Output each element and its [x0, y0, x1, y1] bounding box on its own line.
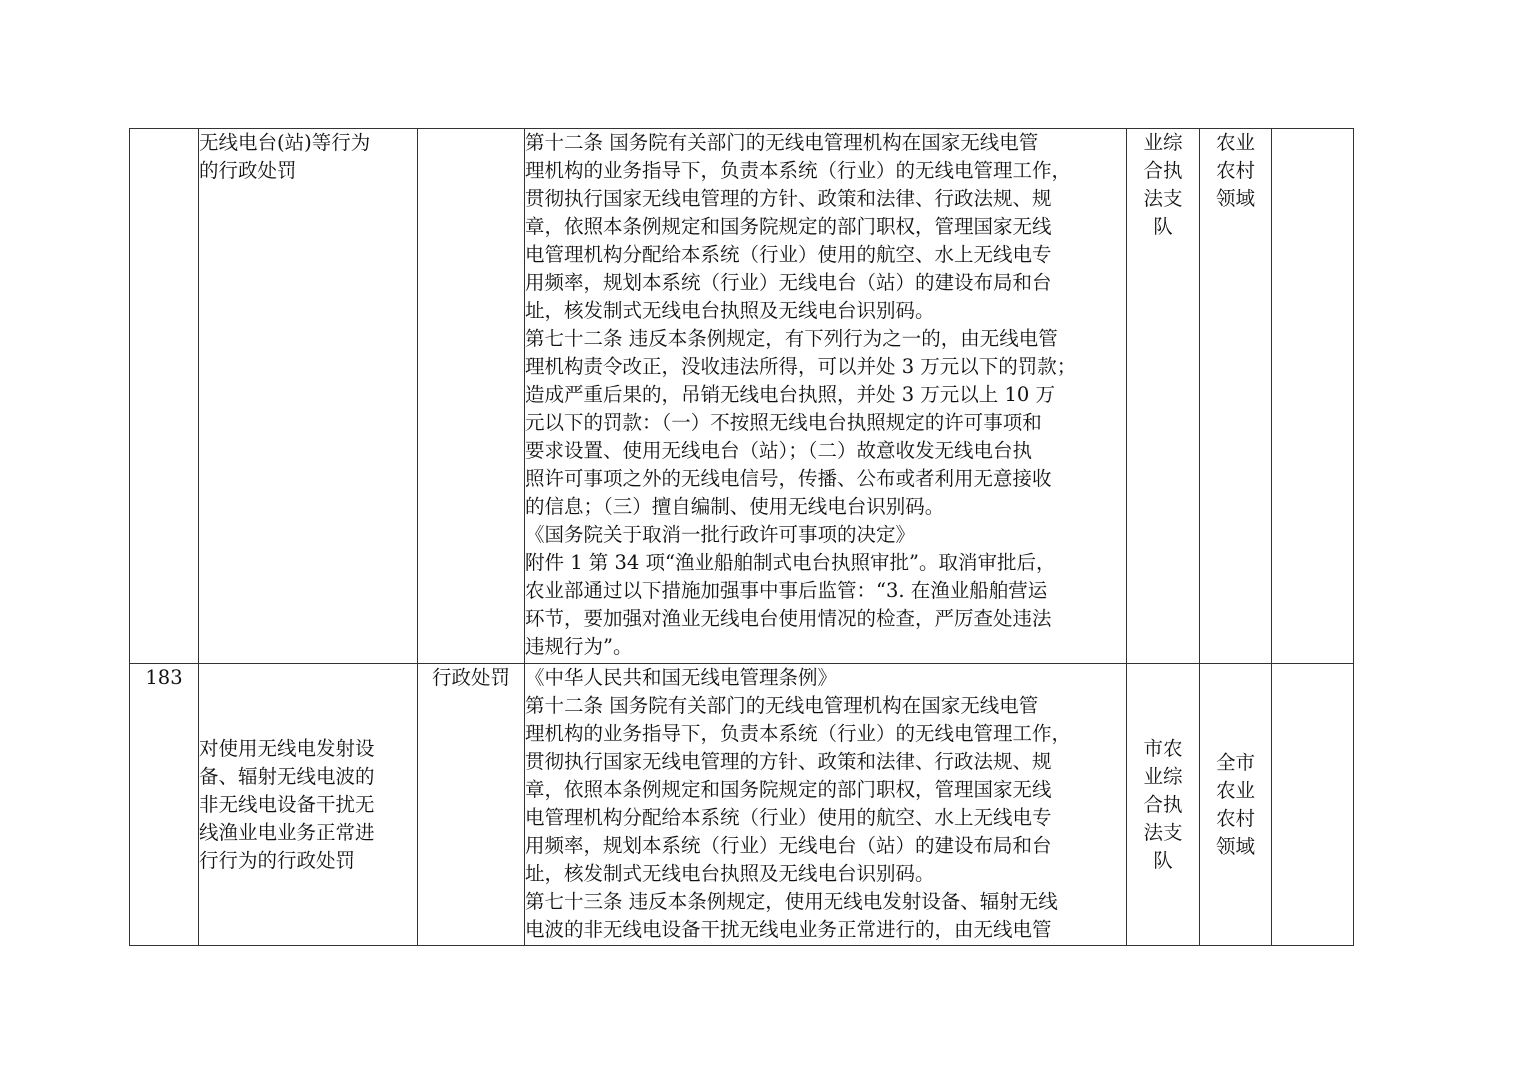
text-line: 队: [1153, 848, 1173, 872]
text-line: 元以下的罚款：（一）不按照无线电台执照规定的许可事项和: [525, 411, 1042, 434]
text-line: 用频率，规划本系统（行业）无线电台（站）的建设布局和台: [525, 271, 1052, 294]
item-number-cell: 183: [130, 664, 199, 946]
text-line: 全市: [1215, 750, 1255, 774]
text-line: 第十二条 国务院有关部门的无线电管理机构在国家无线电管: [525, 694, 1039, 717]
scope-cell: [1200, 129, 1272, 664]
enforcement-dept-cell: [1127, 129, 1200, 664]
item-type-cell: 行政处罚: [418, 664, 525, 946]
legal-basis-cell: [525, 129, 1127, 664]
scope-cell: [1200, 664, 1272, 946]
text-line: 行行为的行政处罚: [199, 848, 356, 872]
text-line: 业综: [1143, 131, 1183, 154]
text-line: 队: [1153, 215, 1173, 238]
text-line: 对使用无线电发射设: [199, 736, 375, 760]
remark-cell: [1272, 129, 1354, 664]
text-line: 第七十三条 违反本条例规定，使用无线电发射设备、辐射无线: [525, 890, 1058, 913]
text-line: 《中华人民共和国无线电管理条例》: [525, 666, 838, 689]
item-type-cell: [418, 129, 525, 664]
text-line: 电管理机构分配给本系统（行业）使用的航空、水上无线电专: [525, 243, 1052, 266]
text-line: 领域: [1215, 834, 1255, 858]
text-line: 农村: [1215, 159, 1255, 182]
text-line: 业综: [1143, 764, 1183, 788]
text-line: 电波的非无线电设备干扰无线电业务正常进行的，由无线电管: [525, 918, 1052, 941]
text-line: 非无线电设备干扰无: [199, 792, 375, 816]
text-line: 法支: [1143, 187, 1183, 210]
text-line: 电管理机构分配给本系统（行业）使用的航空、水上无线电专: [525, 806, 1052, 829]
text-line: 环节，要加强对渔业无线电台使用情况的检查，严厉查处违法: [525, 607, 1052, 630]
text-line: 备、辐射无线电波的: [199, 764, 375, 788]
text-line: 的信息；（三）擅自编制、使用无线电台识别码。: [525, 495, 945, 518]
table-row: [130, 664, 1354, 946]
text-line: 贯彻执行国家无线电管理的方针、政策和法律、行政法规、规: [525, 187, 1052, 210]
text-line: 要求设置、使用无线电台（站）；（二）故意收发无线电台执: [525, 439, 1033, 462]
text-line: 章，依照本条例规定和国务院规定的部门职权，管理国家无线: [525, 215, 1052, 238]
item-name-cell: [199, 664, 418, 946]
text-line: 理机构责令改正，没收违法所得，可以并处 3 万元以下的罚款；: [525, 355, 1077, 378]
text-line: 理机构的业务指导下，负责本系统（行业）的无线电管理工作，: [525, 722, 1072, 745]
text-line: 第七十二条 违反本条例规定，有下列行为之一的，由无线电管: [525, 327, 1058, 350]
item-number-cell: [130, 129, 199, 664]
text-line: 合执: [1143, 159, 1183, 182]
text-line: 法支: [1143, 820, 1183, 844]
text-line: 照许可事项之外的无线电信号，传播、公布或者利用无意接收: [525, 467, 1052, 490]
text-line: 农业部通过以下措施加强事中事后监管：“3. 在渔业船舶营运: [525, 579, 1048, 602]
text-line: 附件 1 第 34 项“渔业船舶制式电台执照审批”。取消审批后，: [525, 551, 1056, 574]
text-line: 农村: [1215, 806, 1255, 830]
text-line: 线渔业电业务正常进: [199, 820, 375, 844]
remark-cell: [1272, 664, 1354, 946]
legal-basis-cell: [525, 664, 1127, 946]
text-line: 合执: [1143, 792, 1183, 816]
text-line: 领域: [1215, 187, 1255, 210]
text-line: 的行政处罚: [199, 159, 297, 182]
text-line: 理机构的业务指导下，负责本系统（行业）的无线电管理工作，: [525, 159, 1072, 182]
text-line: 用频率，规划本系统（行业）无线电台（站）的建设布局和台: [525, 834, 1052, 857]
text-line: 贯彻执行国家无线电管理的方针、政策和法律、行政法规、规: [525, 750, 1052, 773]
text-line: 章，依照本条例规定和国务院规定的部门职权，管理国家无线: [525, 778, 1052, 801]
text-line: 造成严重后果的，吊销无线电台执照，并处 3 万元以上 10 万: [525, 383, 1056, 406]
text-line: 违规行为”。: [525, 635, 633, 658]
text-line: 第十二条 国务院有关部门的无线电管理机构在国家无线电管: [525, 131, 1039, 154]
text-line: 无线电台(站)等行为: [199, 131, 371, 154]
item-name-cell: [199, 129, 418, 664]
text-line: 《国务院关于取消一批行政许可事项的决定》: [525, 523, 916, 546]
text-line: 址，核发制式无线电台执照及无线电台识别码。: [525, 862, 935, 885]
text-line: 址，核发制式无线电台执照及无线电台识别码。: [525, 299, 935, 322]
table-row: [130, 129, 1354, 664]
enforcement-dept-cell: [1127, 664, 1200, 946]
text-line: 市农: [1143, 736, 1183, 760]
text-line: 农业: [1215, 778, 1255, 802]
text-line: 农业: [1215, 131, 1255, 154]
regulation-table: [129, 128, 1354, 946]
